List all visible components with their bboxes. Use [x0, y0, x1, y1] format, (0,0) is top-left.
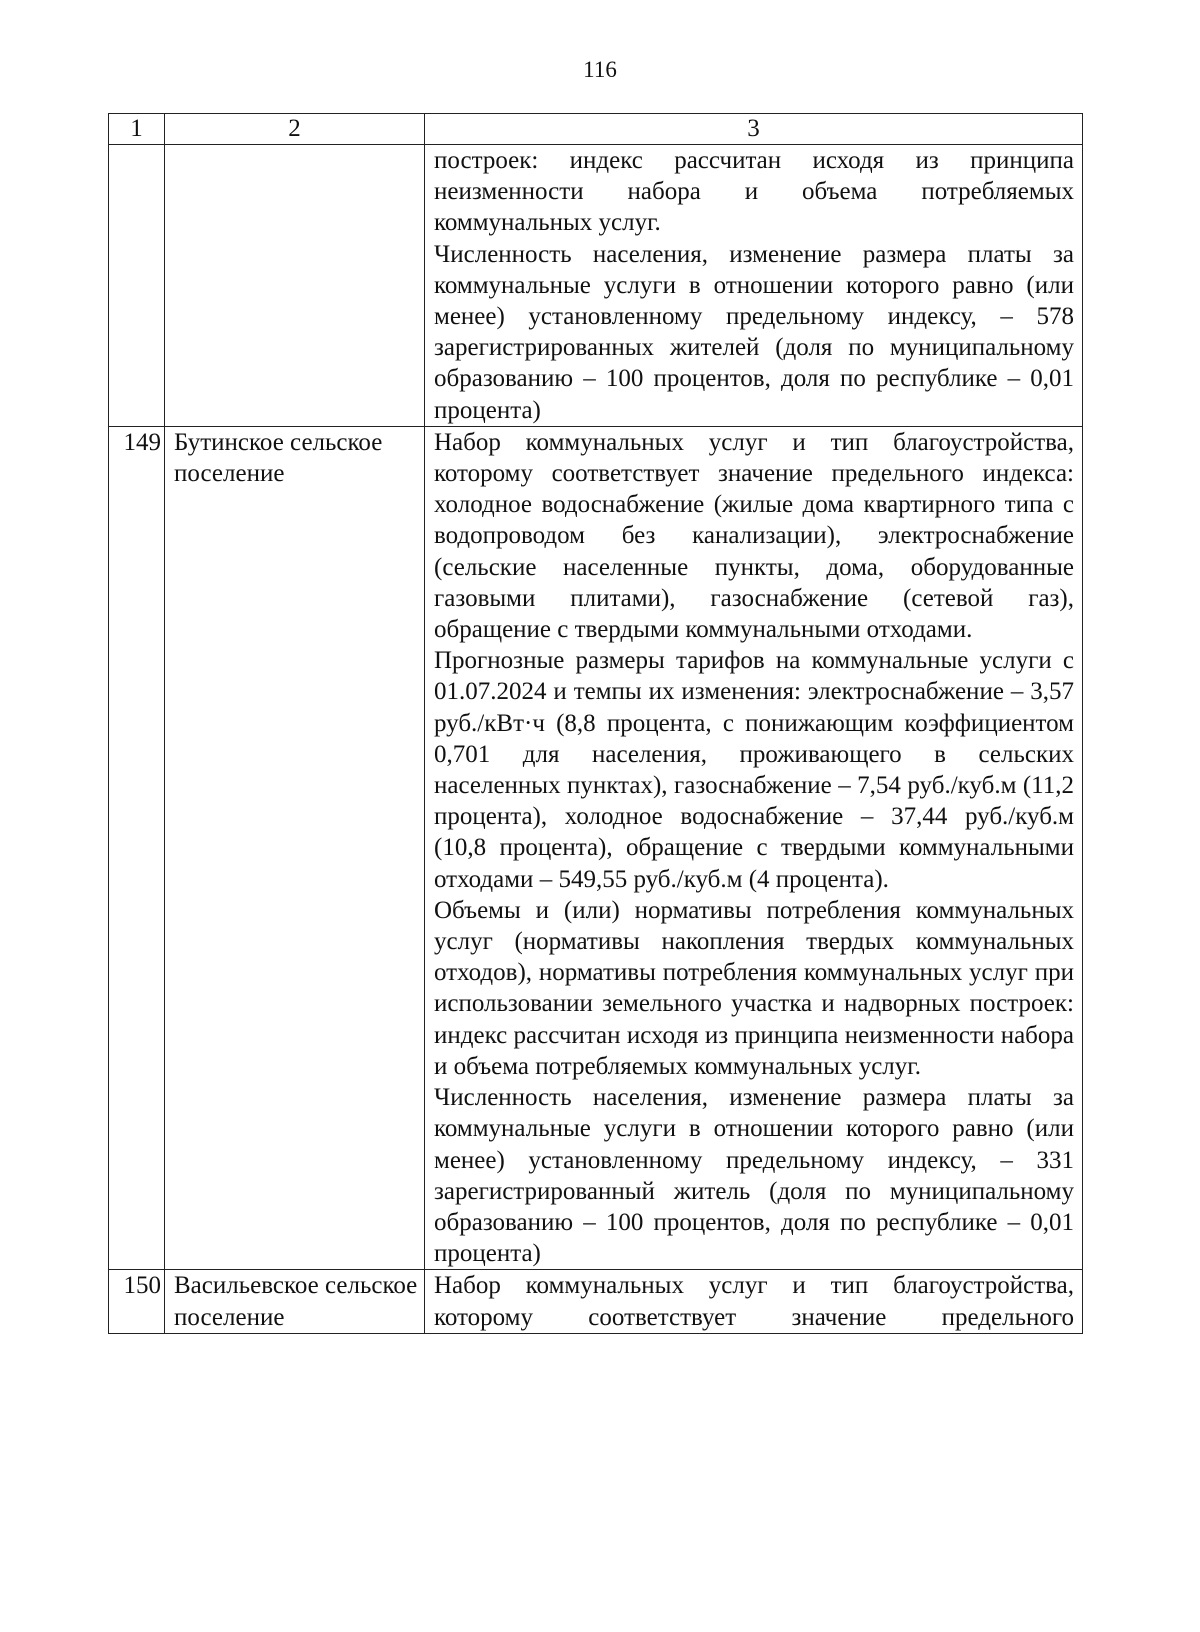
row-number — [109, 145, 165, 427]
header-col-3: 3 — [425, 114, 1083, 145]
row-number: 150 — [109, 1270, 165, 1333]
description-paragraph: Набор коммунальных услуг и тип благоустройства, которому соответствует значение предельного — [434, 1272, 1074, 1331]
municipality-name — [165, 145, 425, 427]
municipality-name: Бутинское сельское поселение — [165, 426, 425, 1269]
description-paragraph: Численность населения, изменение размера платы за коммунальные услуги в отношении которого равно (или менее) установленному предельному индексу, – 578 зарегистрированных жителей (доля по муниципальному образованию – 100 процентов, доля по республике – 0,01 процента) — [434, 240, 1074, 424]
page-number: 116 — [583, 57, 617, 82]
description-paragraph: Объемы и (или) нормативы потребления коммунальных услуг (нормативы накопления твердых коммунальных отходов), нормативы потребления коммунальных услуг при использовании земельного участка и надворных построек: индекс рассчитан исходя из принципа неизменности набора и объема потребляемых коммунальных услуг. — [434, 896, 1074, 1080]
description-paragraph: построек: индекс рассчитан исходя из принципа неизменности набора и объема потребляемых коммунальных услуг. — [434, 147, 1074, 237]
description-paragraph: Набор коммунальных услуг и тип благоустройства, которому соответствует значение предельного индекса: холодное водоснабжение (жилые дома квартирного типа с водопроводом без канализации), электроснабжение (сельские населенные пункты, дома, оборудованные газовыми плитами), газоснабжение (сетевой газ), обращение с твердыми коммунальными отходами. — [434, 428, 1074, 644]
municipality-name: Васильевское сельское поселение — [165, 1270, 425, 1333]
row-number: 149 — [109, 426, 165, 1269]
table-row — [109, 145, 1083, 427]
description-cell — [425, 1270, 1083, 1333]
header-col-1: 1 — [109, 114, 165, 145]
header-col-2: 2 — [165, 114, 425, 145]
table-row — [109, 1270, 1083, 1333]
tariff-table — [108, 113, 1083, 1334]
description-paragraph: Прогнозные размеры тарифов на коммунальные услуги с 01.07.2024 и темпы их изменения: электроснабжение – 3,57 руб./кВт·ч (8,8 процента, с понижающим коэффициентом 0,701 для населения, проживающего в сельских населенных пунктах), газоснабжение – 7,54 руб./куб.м (11,2 процента), холодное водоснабжение – 37,44 руб./куб.м (10,8 процента), обращение с твердыми коммунальными отходами – 549,55 руб./куб.м (4 процента). — [434, 647, 1074, 893]
description-cell — [425, 145, 1083, 427]
description-cell — [425, 426, 1083, 1269]
header-row — [109, 114, 1083, 145]
table-row — [109, 426, 1083, 1269]
description-paragraph: Численность населения, изменение размера платы за коммунальные услуги в отношении которого равно (или менее) установленному предельному индексу, – 331 зарегистрированный житель (доля по муниципальному образованию – 100 процентов, доля по республике – 0,01 процента) — [434, 1084, 1074, 1268]
